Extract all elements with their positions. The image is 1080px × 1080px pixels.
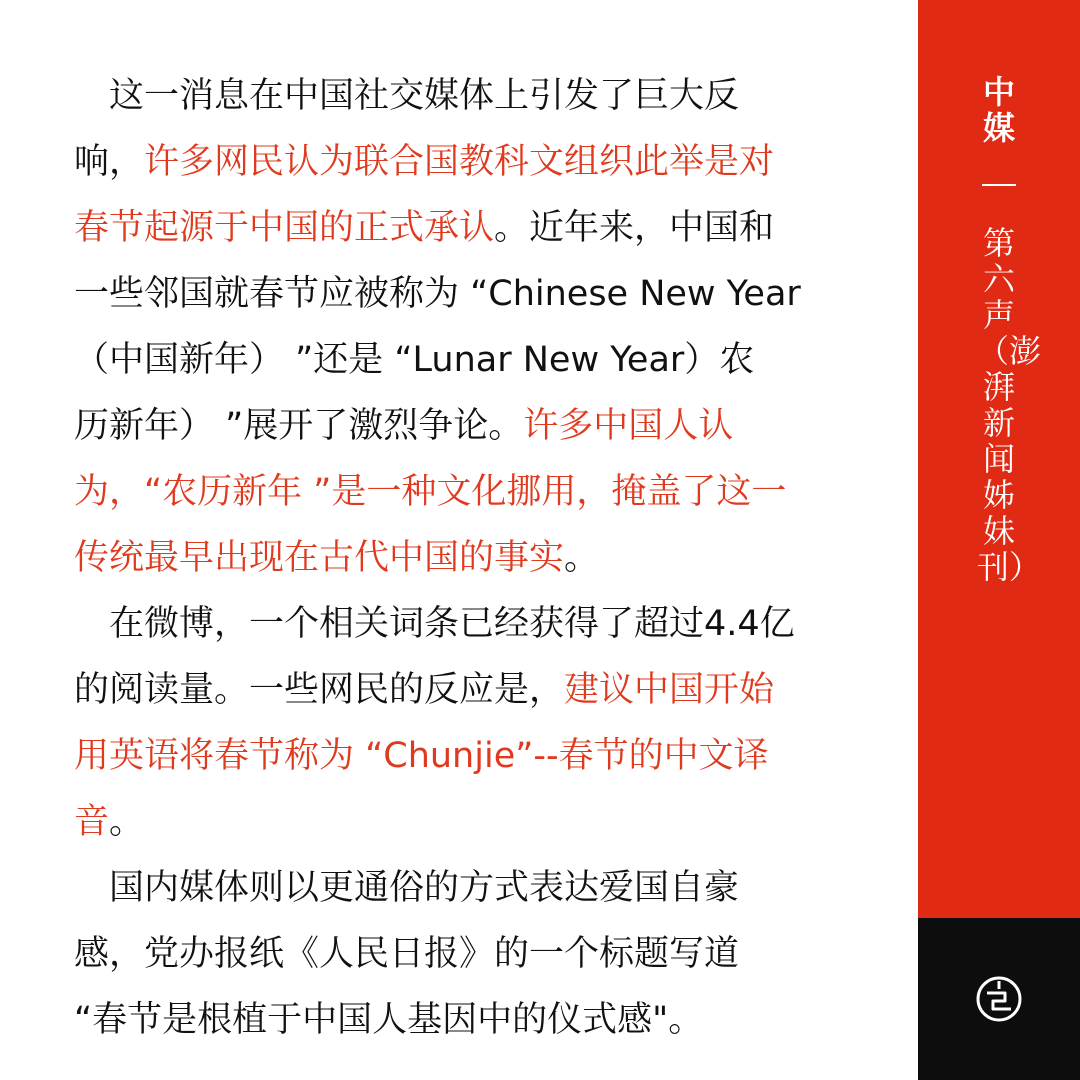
- text-line: [74, 76, 864, 116]
- text-line: [74, 406, 864, 446]
- text-line: [74, 868, 864, 908]
- body-text: 这一消息在中国社交媒体上引发了巨大反: [74, 76, 740, 116]
- text-line: [74, 472, 864, 512]
- body-text: （中国新年） ”还是 “Lunar New Year）农: [74, 340, 755, 380]
- logo-block: [918, 918, 1080, 1080]
- highlight-text: 许多网民认为联合国教科文组织此举是对: [144, 142, 775, 182]
- body-text: 响，: [74, 142, 145, 182]
- text-line: [74, 208, 864, 248]
- body-text: 。近年来，中国和: [494, 208, 775, 248]
- body-text: 在微博，一个相关词条已经获得了超过4.4亿: [74, 604, 795, 644]
- text-line: [74, 802, 864, 842]
- sixth-tone-logo-icon: [975, 975, 1023, 1023]
- publication-name: 第六声（澎湃新闻姊妹刊）: [977, 224, 1042, 586]
- body-text: “春节是根植于中国人基因中的仪式感"。: [74, 1000, 704, 1040]
- body-text: 感，党办报纸《人民日报》的一个标题写道: [74, 934, 740, 974]
- highlight-text: 为，“农历新年 ”是一种文化挪用，掩盖了这一: [74, 472, 787, 512]
- body-text: 。: [564, 538, 600, 578]
- text-line: [74, 736, 864, 776]
- text-line: [74, 340, 864, 380]
- highlight-text: 许多中国人认: [523, 406, 734, 446]
- body-text: 。: [109, 802, 145, 842]
- highlight-text: 音: [74, 802, 110, 842]
- highlight-text: 建议中国开始: [564, 670, 775, 710]
- highlight-text: 春节起源于中国的正式承认: [74, 208, 495, 248]
- text-line: [74, 670, 864, 710]
- text-line: [74, 538, 864, 578]
- body-text: 一些邻国就春节应被称为 “Chinese New Year: [74, 274, 801, 314]
- column-title: 中媒: [982, 73, 1015, 147]
- text-line: [74, 274, 864, 314]
- highlight-text: 传统最早出现在古代中国的事实: [74, 538, 565, 578]
- highlight-text: 用英语将春节称为 “Chunjie”--春节的中文译: [74, 736, 769, 776]
- text-line: [74, 1000, 864, 1040]
- text-line: [74, 604, 864, 644]
- body-text: 的阅读量。一些网民的反应是，: [74, 670, 565, 710]
- text-line: [74, 934, 864, 974]
- body-text: 国内媒体则以更通俗的方式表达爱国自豪: [74, 868, 740, 908]
- text-line: [74, 142, 864, 182]
- title-divider: [977, 168, 1021, 204]
- body-text: 历新年） ”展开了激烈争论。: [74, 406, 524, 446]
- sidebar-column-label: [918, 0, 1080, 918]
